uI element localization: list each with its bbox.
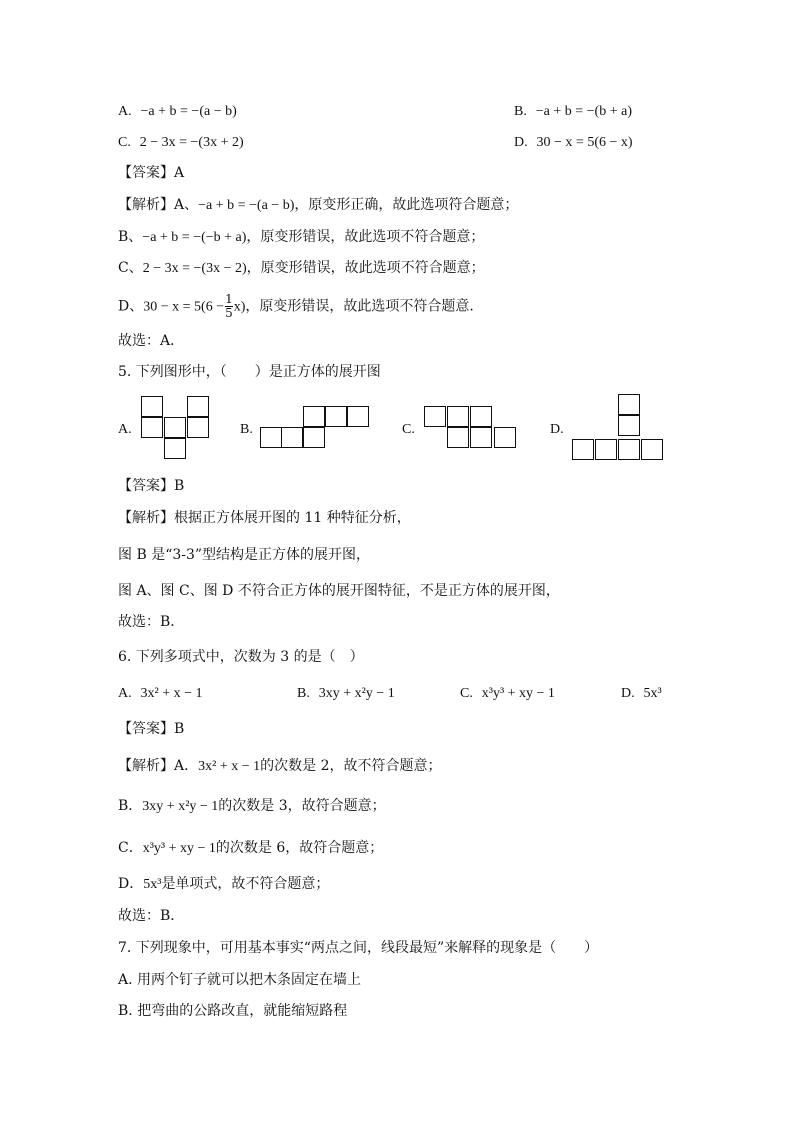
q5-answer: 【答案】B <box>118 478 185 494</box>
q6-option-c-expr: x³y³ + xy − 1 <box>481 686 555 701</box>
q4-option-c-expr: 2 − 3x = −(3x + 2) <box>139 135 244 150</box>
q6-option-d-expr: 5x³ <box>643 686 662 701</box>
q4-explanation-a <box>118 195 518 216</box>
q4-exp-c-prefix: C、 <box>118 260 143 276</box>
q4-option-c-label: C. <box>118 135 131 150</box>
q6-explanation-d <box>118 874 329 895</box>
q6-exp-d-text: 是单项式，故不符合题意； <box>161 876 330 892</box>
q5-explanation-3: 图 A、图 C、图 D 不符合正方体的展开图特征，不是正方体的展开图， <box>118 583 560 599</box>
q4-option-a-expr: −a + b = −(a − b) <box>140 104 237 119</box>
q4-option-b <box>514 101 632 122</box>
q4-choose: 故选：A． <box>118 333 185 349</box>
q4-exp-b-text: ，原变形错误，故此选项不符合题意； <box>246 229 485 245</box>
q6-exp-b-math: 3xy + x²y − 1 <box>142 799 219 814</box>
q4-explanation-d <box>118 293 483 320</box>
q4-option-d-expr: 30 − x = 5(6 − x) <box>536 135 633 150</box>
q5-option-d-label: D. <box>550 422 564 437</box>
q5-explanation-1: 【解析】根据正方体展开图的 11 种特征分析， <box>118 510 411 526</box>
q4-option-b-expr: −a + b = −(b + a) <box>535 104 632 119</box>
q6-exp-a-text: 的次数是 2，故不符合题意； <box>260 758 442 774</box>
q4-exp-c-text: ，原变形错误，故此选项不符合题意； <box>246 260 485 276</box>
q4-exp-a-prefix: 【解析】A、 <box>118 197 199 213</box>
q7-option-a: A. 用两个钉子就可以把木条固定在墙上 <box>118 972 362 988</box>
q5-explanation-2: 图 B 是“3-3”型结构是正方体的展开图， <box>118 547 371 563</box>
fraction-denominator: 5 <box>225 306 233 320</box>
q5-option-a-label: A. <box>118 422 132 437</box>
q6-option-a <box>118 683 203 704</box>
q6-option-c-label: C. <box>460 686 473 701</box>
q6-option-c <box>460 683 555 704</box>
q6-stem: 6. 下列多项式中，次数为 3 的是（ ） <box>118 649 364 665</box>
q4-exp-d-prefix: D、 <box>118 298 144 315</box>
q6-option-b-expr: 3xy + x²y − 1 <box>318 686 395 701</box>
q6-option-d <box>621 683 662 704</box>
q4-option-a-label: A. <box>118 104 132 119</box>
q4-exp-d-text: ，原变形错误，故此选项不符合题意． <box>245 298 484 315</box>
q4-explanation-c <box>118 258 485 279</box>
q4-exp-d-fraction <box>225 293 233 320</box>
q6-exp-a-math: 3x² + x − 1 <box>198 759 261 774</box>
q6-exp-d-math: 5x³ <box>143 877 162 892</box>
q6-exp-c-prefix: C． <box>118 840 143 856</box>
q6-explanation-c <box>118 838 383 859</box>
q6-exp-b-prefix: B． <box>118 798 143 814</box>
q4-option-c <box>118 132 244 153</box>
q4-exp-d-math-b: x) <box>233 299 246 315</box>
q6-exp-c-text: 的次数是 6，故符合题意； <box>215 840 384 856</box>
q4-exp-c-math: 2 − 3x = −(3x − 2) <box>142 261 247 276</box>
q6-exp-b-text: 的次数是 3，故符合题意； <box>218 798 386 814</box>
q5-stem: 5. 下列图形中，（ ）是正方体的展开图 <box>118 364 381 380</box>
q4-exp-b-math: −a + b = −(−b + a) <box>142 230 247 245</box>
q4-option-d-label: D. <box>514 135 528 150</box>
q5-choose: 故选：B． <box>118 614 185 630</box>
q6-option-a-expr: 3x² + x − 1 <box>140 686 203 701</box>
q4-option-a <box>118 101 237 122</box>
q7-option-b: B. 把弯曲的公路改直，就能缩短路程 <box>118 1003 348 1019</box>
q4-exp-b-prefix: B、 <box>118 229 143 245</box>
q5-option-b-label: B. <box>240 422 253 437</box>
q6-exp-d-prefix: D． <box>118 876 144 892</box>
q6-option-b <box>297 683 395 704</box>
q6-option-d-label: D. <box>621 686 635 701</box>
q5-option-c-label: C. <box>402 422 415 437</box>
q6-explanation-b <box>118 796 386 817</box>
q6-answer: 【答案】B <box>118 721 185 737</box>
q6-choose: 故选：B． <box>118 908 185 924</box>
q6-explanation-a <box>118 756 441 777</box>
q4-explanation-b <box>118 227 484 248</box>
fraction-numerator: 1 <box>225 292 233 306</box>
q4-exp-d-math-a: 30 − x = 5(6 − <box>143 299 225 315</box>
q6-option-a-label: A. <box>118 686 132 701</box>
q4-option-b-label: B. <box>514 104 527 119</box>
q6-option-b-label: B. <box>297 686 310 701</box>
q6-exp-c-math: x³y³ + xy − 1 <box>142 841 216 856</box>
q4-exp-a-math: −a + b = −(a − b) <box>198 198 295 213</box>
q4-option-d <box>514 132 633 153</box>
q6-exp-a-prefix: 【解析】A． <box>118 758 199 774</box>
q4-answer: 【答案】A <box>118 165 185 181</box>
q7-stem: 7. 下列现象中，可用基本事实“两点之间，线段最短”来解释的现象是（ ） <box>118 940 599 956</box>
q4-exp-a-text: ，原变形正确，故此选项符合题意； <box>294 197 519 213</box>
